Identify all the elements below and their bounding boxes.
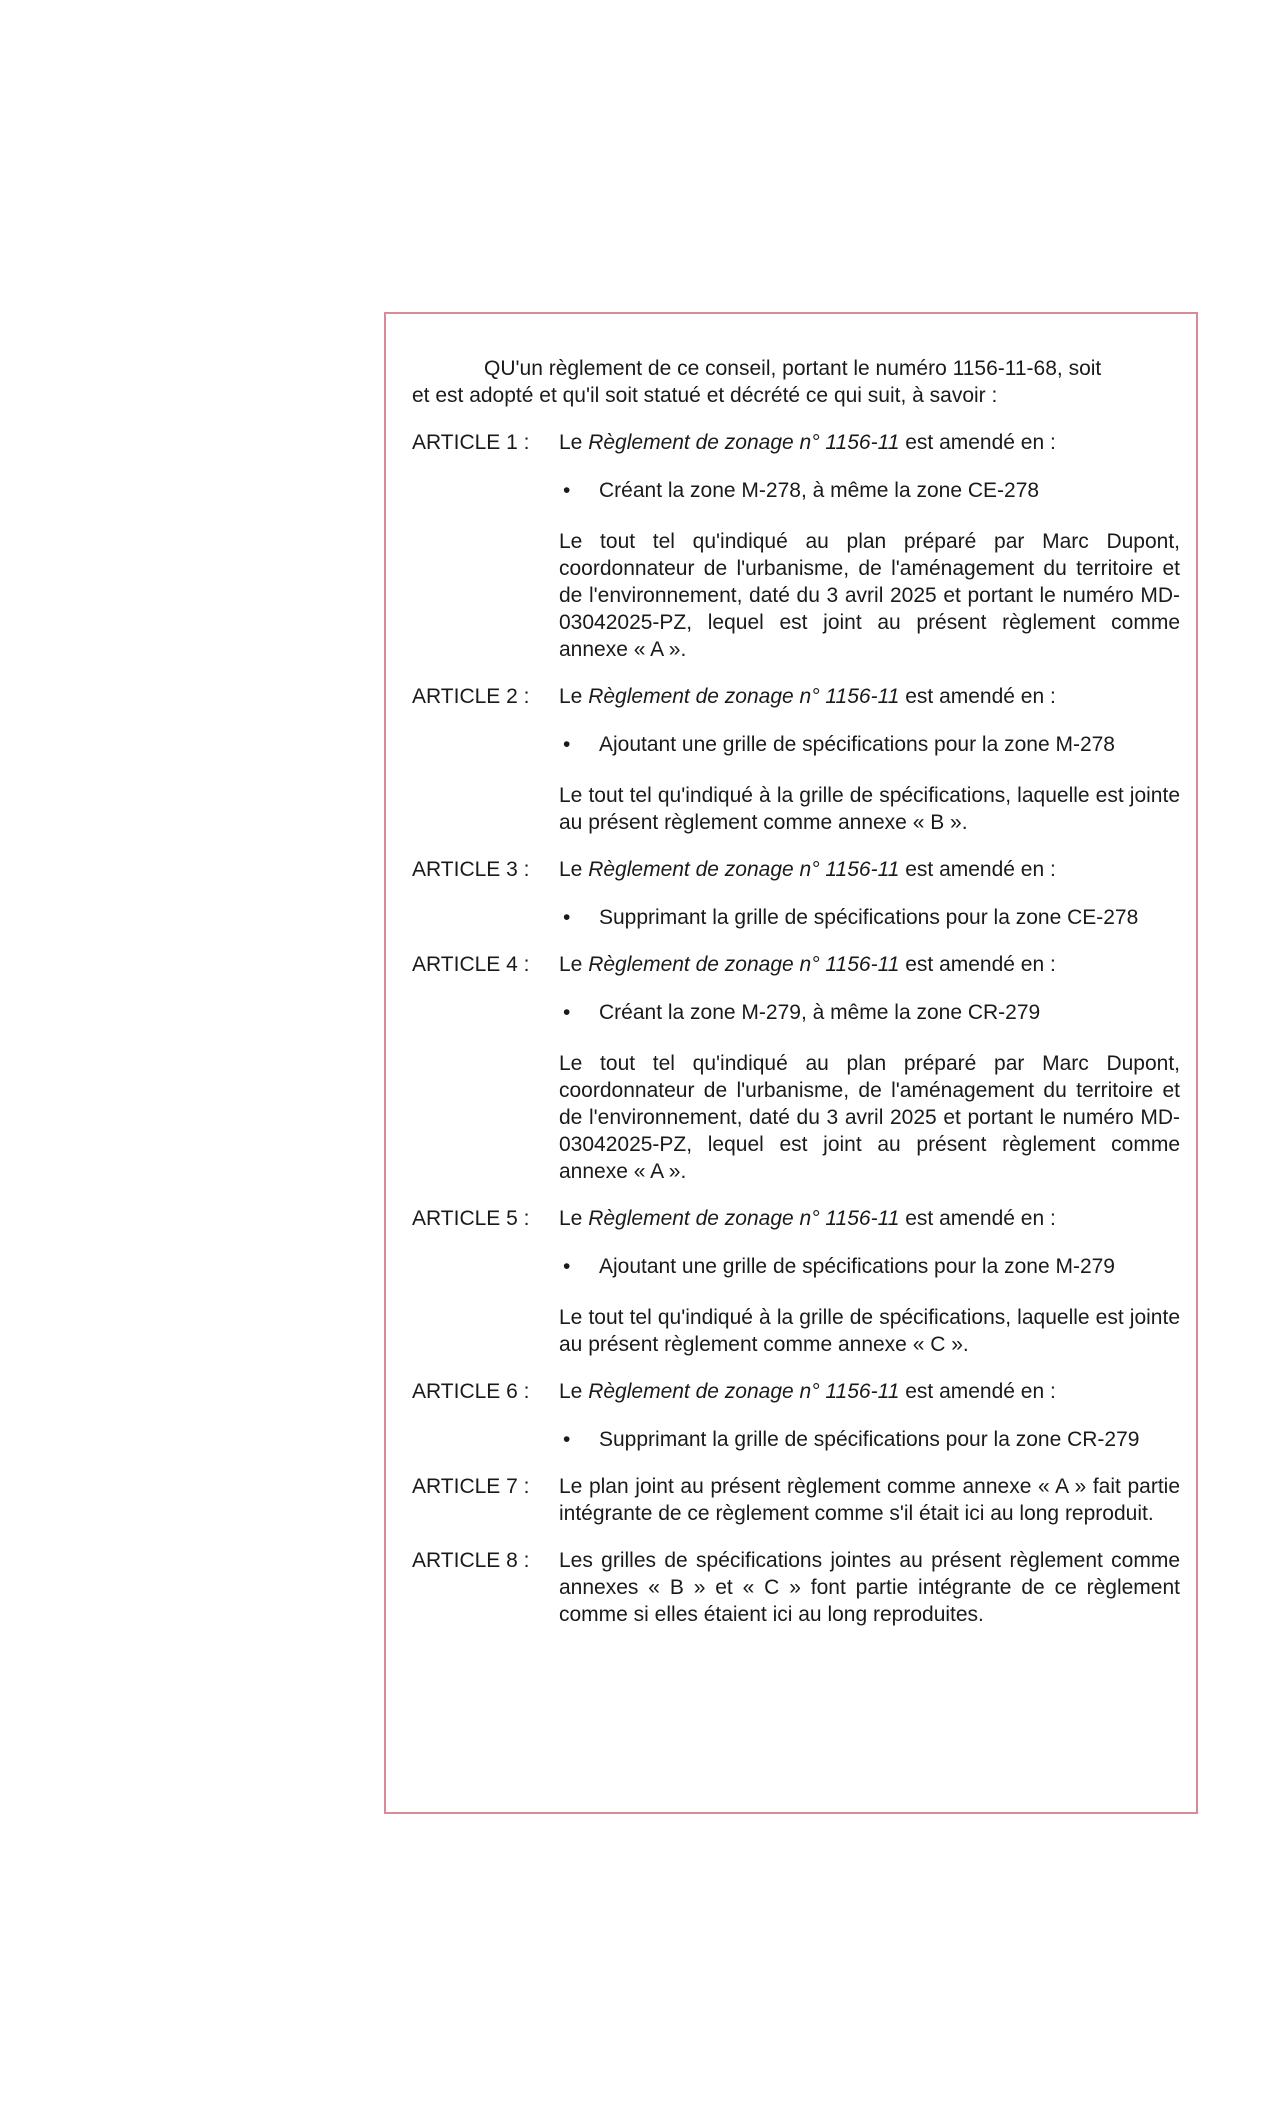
article-note: Le tout tel qu'indiqué à la grille de spécifications, laquelle est jointe au présent règlement comme annexe « B ».: [559, 784, 1180, 834]
intro-paragraph: [412, 355, 1180, 409]
bullet-icon: •: [563, 733, 571, 756]
bullet-item: • Supprimant la grille de spécifications pour la zone CE-278: [563, 906, 1139, 929]
article-4: [412, 951, 1180, 1185]
article-6: [412, 1378, 1180, 1453]
article-label: ARTICLE 7 :: [412, 1475, 530, 1498]
reglement-title: Règlement de zonage n° 1156-11: [588, 953, 900, 976]
intro-line-1: QU'un règlement de ce conseil, portant le numéro 1156-11-68, soit: [484, 357, 1102, 380]
article-note: Le tout tel qu'indiqué au plan préparé par Marc Dupont, coordonnateur de l'urbanisme, de l'aménagement du territoire et de l'environnement, daté du 3 avril 2025 et portant le numéro MD-03042025-PZ, lequel est joint au présent règlement comme annexe « A ».: [559, 1052, 1180, 1183]
bullet-item: • Supprimant la grille de spécifications pour la zone CR-279: [563, 1428, 1140, 1451]
bullet-icon: •: [563, 1428, 571, 1451]
article-label: ARTICLE 4 :: [412, 953, 530, 976]
article-1: [412, 429, 1180, 663]
bullet-item: • Ajoutant une grille de spécifications pour la zone M-278: [563, 733, 1115, 756]
article-label: ARTICLE 5 :: [412, 1207, 530, 1230]
article-label: ARTICLE 6 :: [412, 1380, 530, 1403]
article-2: [412, 683, 1180, 836]
reglement-title: Règlement de zonage n° 1156-11: [588, 1207, 900, 1230]
article-label: ARTICLE 2 :: [412, 685, 530, 708]
article-label: ARTICLE 1 :: [412, 431, 530, 454]
bullet-item: • Ajoutant une grille de spécifications pour la zone M-279: [563, 1255, 1115, 1278]
article-text: Les grilles de spécifications jointes au présent règlement comme annexes « B » et « C » font partie intégrante de ce règlement comme si elles étaient ici au long reproduites.: [559, 1549, 1180, 1626]
bullet-icon: •: [563, 1001, 571, 1024]
article-note: Le tout tel qu'indiqué à la grille de spécifications, laquelle est jointe au présent règlement comme annexe « C ».: [559, 1306, 1180, 1356]
article-lead: Le Règlement de zonage n° 1156-11 est amendé en :: [559, 685, 1056, 708]
bullet-icon: •: [563, 1255, 571, 1278]
document-body: [412, 355, 1180, 1628]
article-7: [412, 1473, 1180, 1527]
article-5: [412, 1205, 1180, 1358]
reglement-title: Règlement de zonage n° 1156-11: [588, 858, 900, 881]
reglement-title: Règlement de zonage n° 1156-11: [588, 685, 900, 708]
article-lead: Le Règlement de zonage n° 1156-11 est amendé en :: [559, 858, 1056, 881]
article-text: Le plan joint au présent règlement comme annexe « A » fait partie intégrante de ce règlement comme s'il était ici au long reproduit.: [559, 1475, 1180, 1525]
reglement-title: Règlement de zonage n° 1156-11: [588, 1380, 900, 1403]
article-note: Le tout tel qu'indiqué au plan préparé par Marc Dupont, coordonnateur de l'urbanisme, de l'aménagement du territoire et de l'environnement, daté du 3 avril 2025 et portant le numéro MD-03042025-PZ, lequel est joint au présent règlement comme annexe « A ».: [559, 530, 1180, 661]
article-lead: Le Règlement de zonage n° 1156-11 est amendé en :: [559, 431, 1056, 454]
bullet-icon: •: [563, 906, 571, 929]
bullet-item: • Créant la zone M-279, à même la zone CR-279: [563, 1001, 1041, 1024]
article-8: [412, 1547, 1180, 1628]
article-label: ARTICLE 3 :: [412, 858, 530, 881]
article-label: ARTICLE 8 :: [412, 1549, 530, 1572]
article-lead: Le Règlement de zonage n° 1156-11 est amendé en :: [559, 1207, 1056, 1230]
article-lead: Le Règlement de zonage n° 1156-11 est amendé en :: [559, 1380, 1056, 1403]
bullet-icon: •: [563, 479, 571, 502]
article-3: [412, 856, 1180, 931]
bullet-item: • Créant la zone M-278, à même la zone CE-278: [563, 479, 1040, 502]
article-lead: Le Règlement de zonage n° 1156-11 est amendé en :: [559, 953, 1056, 976]
intro-line-2: et est adopté et qu'il soit statué et décrété ce qui suit, à savoir :: [412, 384, 998, 407]
reglement-title: Règlement de zonage n° 1156-11: [588, 431, 900, 454]
